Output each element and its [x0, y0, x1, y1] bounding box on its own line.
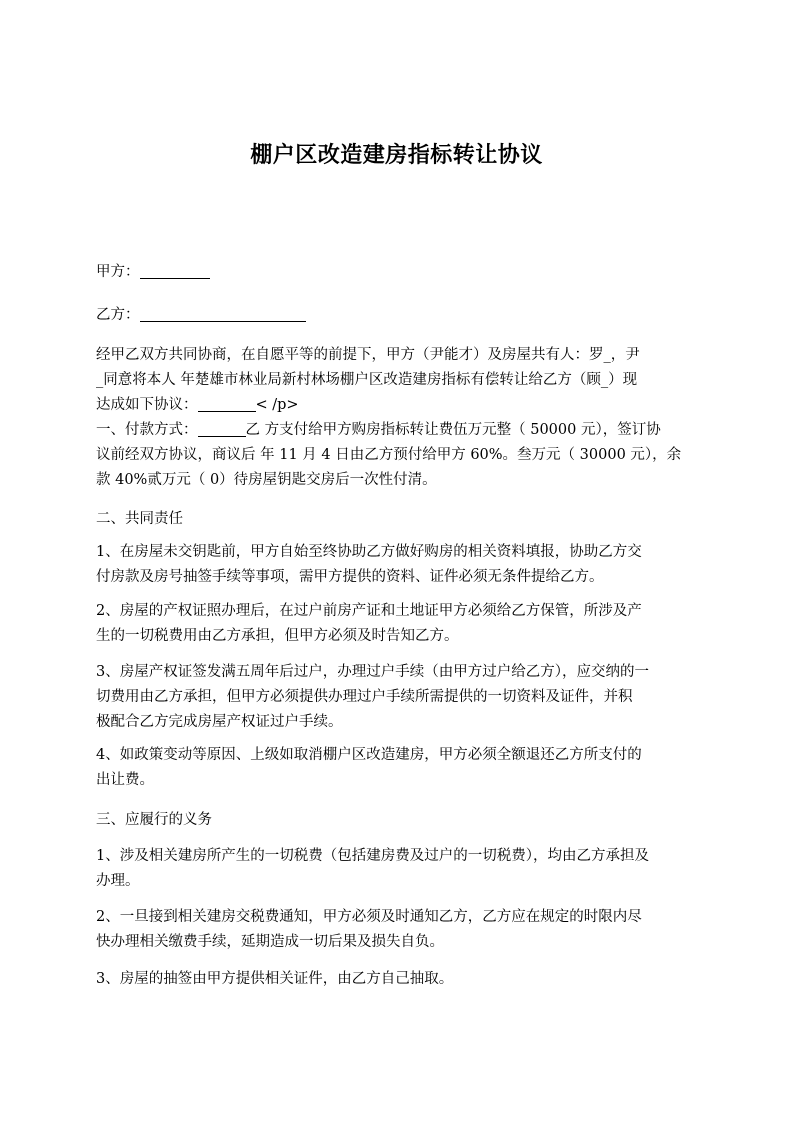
- section-3-item-3: [96, 967, 708, 992]
- section-2-item-2-line-2: 生的一切税费用由乙方承担，但甲方必须及时告知乙方。: [96, 628, 459, 644]
- section-1-line-2: 议前经双方协议，商议后 年 11 月 4 日由乙方预付给甲方 60%。叁万元（ 30000 元），余: [96, 447, 682, 463]
- section-1-blank: [198, 420, 246, 437]
- party-a-label: 甲方：: [96, 264, 140, 280]
- section-2-item-2: [96, 599, 708, 649]
- section-1-line-1-text: 乙 方支付给甲方购房指标转让费伍万元整（ 50000 元），签订协: [245, 422, 661, 438]
- section-3-item-1: [96, 844, 708, 894]
- party-a-blank: [140, 262, 210, 279]
- party-a-line: [96, 260, 708, 285]
- section-2-item-3-line-2: 切费用由乙方承担，但甲方必须提供办理过户手续所需提供的一切资料及证件，并积: [96, 689, 633, 705]
- party-b-line: [96, 303, 708, 328]
- intro-line-3: [96, 393, 708, 418]
- section-3-item-2-line-2: 快办理相关缴费手续，延期造成一切后果及损失自负。: [96, 934, 444, 950]
- section-3-item-1-line-2: 办理。: [96, 873, 140, 889]
- section-2-item-4-line-2: 出让费。: [96, 772, 154, 788]
- intro-line-3-text: 达成如下协议：: [96, 397, 198, 413]
- section-2-item-4: [96, 743, 708, 793]
- section-1-line-1: [96, 418, 708, 443]
- section-2-item-1-line-1: 1、在房屋未交钥匙前，甲方自始至终协助乙方做好购房的相关资料填报，协助乙方交: [96, 544, 642, 560]
- section-3-heading: 三、应履行的义务: [96, 812, 212, 828]
- section-3-item-2-line-1: 2、一旦接到相关建房交税费通知，甲方必须及时通知乙方，乙方应在规定的时限内尽: [96, 909, 642, 925]
- section-1-label: 一、付款方式：: [96, 422, 198, 438]
- section-2-item-1-line-2: 付房款及房号抽签手续等事项，需甲方提供的资料、证件必须无条件提给乙方。: [96, 569, 604, 585]
- section-2-item-1: [96, 540, 708, 590]
- party-b-label: 乙方：: [96, 307, 140, 323]
- section-2-item-3-line-1: 3、房屋产权证签发满五周年后过户，办理过户手续（由甲方过户给乙方），应交纳的一: [96, 664, 649, 680]
- party-b-blank: [140, 305, 306, 322]
- intro-line-1: 经甲乙双方共同协商，在自愿平等的前提下，甲方（尹能才）及房屋共有人：罗_，尹: [96, 347, 640, 363]
- page-title: 棚户区改造建房指标转让协议: [250, 143, 543, 168]
- section-3-item-1-line-1: 1、涉及相关建房所产生的一切税费（包括建房费及过户的一切税费），均由乙方承担及: [96, 848, 649, 864]
- intro-line-2: _同意将本人 年楚雄市林业局新村林场棚户区改造建房指标有偿转让给乙方（顾_）现: [96, 372, 638, 388]
- section-1-line-3: 款 40%贰万元（ 0）待房屋钥匙交房后一次性付清。: [96, 472, 437, 488]
- section-2-item-4-line-1: 4、如政策变动等原因、上级如取消棚户区改造建房，甲方必须全额退还乙方所支付的: [96, 747, 642, 763]
- section-2-item-2-line-1: 2、房屋的产权证照办理后，在过户前房产证和土地证甲方必须给乙方保管，所涉及产: [96, 603, 642, 619]
- intro-line-3-tail: < /p>: [255, 397, 299, 413]
- section-3-item-3-line-1: 3、房屋的抽签由甲方提供相关证件，由乙方自己抽取。: [96, 971, 454, 987]
- section-3-item-2: [96, 905, 708, 955]
- section-1-paragraph: [96, 418, 708, 493]
- section-2-item-3: [96, 660, 708, 735]
- intro-blank: [198, 395, 256, 412]
- intro-paragraph: [96, 343, 708, 418]
- section-2-item-3-line-3: 极配合乙方完成房屋产权证过户手续。: [96, 714, 343, 730]
- section-2-heading: 二、共同责任: [96, 511, 183, 527]
